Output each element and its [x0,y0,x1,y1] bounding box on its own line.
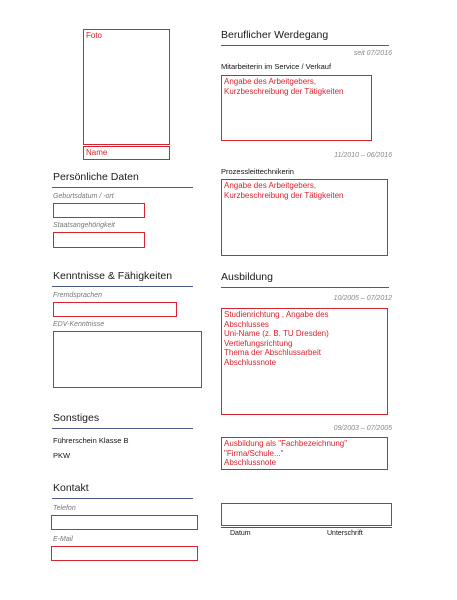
career-desc-2-line-1: Angabe des Arbeitgebers, [224,181,317,190]
career-rule [221,45,389,46]
career-desc-2[interactable] [221,179,388,256]
education-desc-1-line-2: Abschlusses [224,319,269,329]
birth-label: Geburtsdatum / -ort [53,193,114,200]
it-skills-field[interactable] [53,331,202,388]
education-desc-2-line-3: Abschlussnote [224,458,277,467]
signature-rule [221,527,392,528]
name-label: Name [86,148,108,157]
career-desc-2-line-2: Kurzbeschreibung der Tätigkeiten [224,190,344,200]
career-desc-1[interactable] [221,75,372,141]
phone-field[interactable] [51,515,198,530]
education-date-1: 10/2005 – 07/2012 [333,295,392,302]
languages-field[interactable] [53,302,177,317]
phone-label: Telefon [53,505,76,512]
education-desc-1-line-5: Thema der Abschlussarbeit [224,348,321,357]
education-desc-2[interactable] [221,437,388,470]
nationality-field[interactable] [53,232,145,248]
photo-box [83,29,170,145]
contact-heading: Kontakt [53,482,89,494]
education-date-2: 09/2003 – 07/2005 [333,425,392,432]
signature-box[interactable] [221,503,392,526]
birth-field[interactable] [53,203,145,218]
email-label: E-Mail [53,536,73,543]
name-box[interactable] [83,146,170,160]
education-desc-2-line-2: "Firma/Schule..." [224,448,284,458]
education-desc-1[interactable] [221,308,388,415]
career-heading: Beruflicher Werdegang [221,29,329,41]
license-text: Führerschein Klasse B [53,436,129,445]
other-rule [52,428,193,429]
car-text: PKW [53,451,71,460]
signature-date-label: Datum [230,530,251,537]
photo-label: Foto [86,31,103,40]
skills-rule [52,286,193,287]
education-rule [221,287,389,288]
career-date-2: 11/2010 – 06/2016 [334,152,392,159]
languages-label: Fremdsprachen [53,292,103,299]
it-skills-label: EDV-Kenntnisse [53,321,105,328]
career-title-1: Mitarbeiterin im Service / Verkauf [221,62,332,71]
email-field[interactable] [51,546,198,561]
contact-rule [52,498,193,499]
career-date-1: seit 07/2016 [353,50,392,57]
personal-heading: Persönliche Daten [53,171,139,183]
career-desc-1-line-2: Kurzbeschreibung der Tätigkeiten [224,86,344,96]
skills-heading: Kenntnisse & Fähigkeiten [53,270,173,282]
education-desc-1-line-1: Studienrichtung , Angabe des [224,310,329,319]
education-desc-2-line-1: Ausbildung als "Fachbezeichnung" [224,439,348,448]
education-desc-1-line-6: Abschlussnote [224,357,277,367]
other-heading: Sonstiges [53,412,100,424]
nationality-label: Staatsangehörigkeit [53,222,115,229]
personal-rule [52,187,193,188]
career-title-2: Prozessleittechnikerin [221,167,294,176]
education-heading: Ausbildung [221,271,273,283]
education-desc-1-line-3: Uni-Name (z. B. TU Dresden) [224,329,329,338]
signature-sign-label: Unterschrift [327,530,363,537]
career-desc-1-line-1: Angabe des Arbeitgebers, [224,77,317,86]
education-desc-1-line-4: Vertiefungsrichtung [224,338,293,348]
